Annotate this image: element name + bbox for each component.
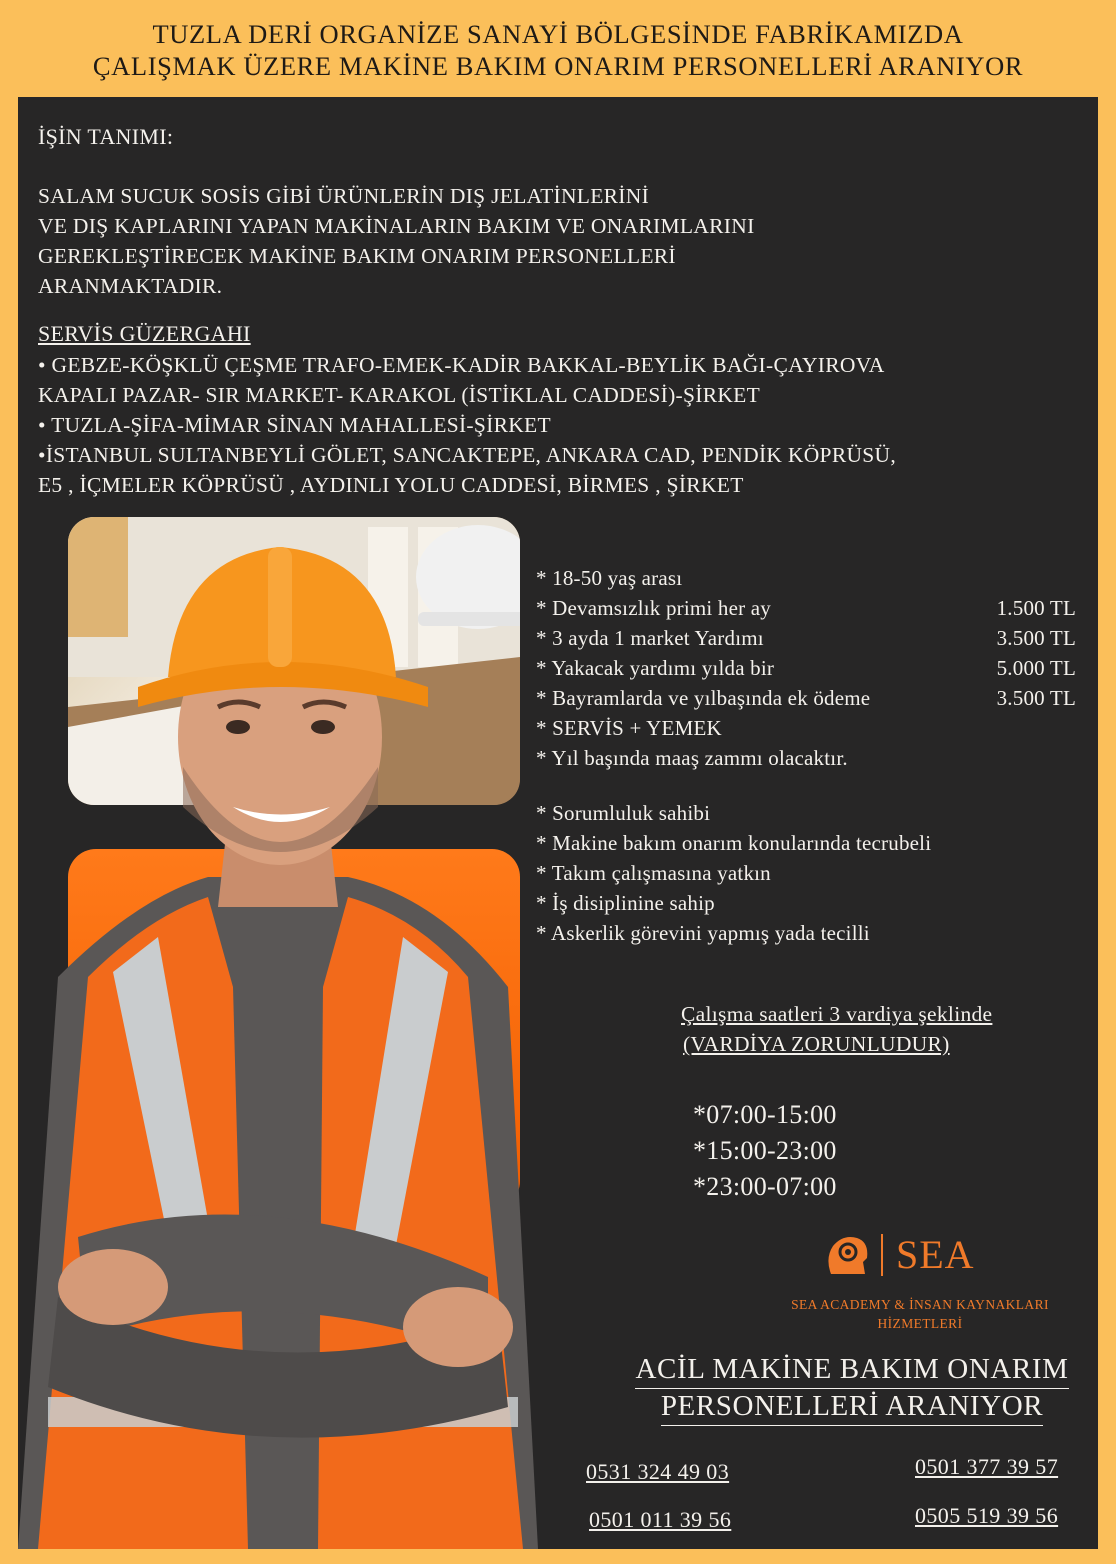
phone-number[interactable]: 0531 324 49 03 bbox=[586, 1459, 730, 1484]
brand-subtitle-line-1: SEA ACADEMY & İNSAN KAYNAKLARI bbox=[791, 1297, 1049, 1312]
benefit-text: * Yakacak yardımı yılda bir bbox=[536, 656, 775, 680]
desc-line: SALAM SUCUK SOSİS GİBİ ÜRÜNLERİN DIŞ JELATİNLERİNİ bbox=[38, 184, 650, 208]
cta-heading bbox=[622, 1352, 1082, 1426]
benefit-row bbox=[536, 713, 1076, 743]
phone-number[interactable]: 0501 377 39 57 bbox=[915, 1454, 1059, 1479]
desc-line: ARANMAKTADIR. bbox=[38, 274, 223, 298]
benefit-amount bbox=[946, 743, 1076, 773]
worker-illustration bbox=[18, 517, 538, 1549]
benefit-text: * Bayramlarda ve yılbaşında ek ödeme bbox=[536, 686, 871, 710]
header-line-2: ÇALIŞMAK ÜZERE MAKİNE BAKIM ONARIM PERSONELLERİ ARANIYOR bbox=[92, 51, 1024, 81]
route-line: E5 , İÇMELER KÖPRÜSÜ , AYDINLI YOLU CADDESİ, BİRMES , ŞİRKET bbox=[38, 473, 744, 497]
benefit-text: * Devamsızlık primi her ay bbox=[536, 596, 771, 620]
header-line-1: TUZLA DERİ ORGANİZE SANAYİ BÖLGESİNDE FABRİKAMIZDA bbox=[152, 19, 964, 49]
qualification-item: * Takım çalışmasına yatkın bbox=[536, 861, 771, 885]
brand-name: SEA bbox=[896, 1232, 975, 1277]
desc-line: GEREKLEŞTİRECEK MAKİNE BAKIM ONARIM PERSONELLERİ bbox=[38, 244, 676, 268]
job-description bbox=[38, 181, 755, 301]
cta-line-1: ACİL MAKİNE BAKIM ONARIM bbox=[635, 1352, 1068, 1389]
benefit-amount bbox=[946, 713, 1076, 743]
route-line: • TUZLA-ŞİFA-MİMAR SİNAN MAHALLESİ-ŞİRKET bbox=[38, 413, 551, 437]
route-list bbox=[38, 350, 896, 500]
benefit-row bbox=[536, 593, 1076, 623]
brand-subtitle-line-2: HİZMETLERİ bbox=[877, 1316, 963, 1331]
qualification-item: * İş disiplinine sahip bbox=[536, 891, 715, 915]
benefit-text: * 18-50 yaş arası bbox=[536, 566, 683, 590]
job-title: İŞİN TANIMI: bbox=[38, 124, 174, 149]
shift-time: *15:00-23:00 bbox=[693, 1136, 837, 1165]
benefit-amount bbox=[946, 563, 1076, 593]
benefit-row bbox=[536, 563, 1076, 593]
benefit-row bbox=[536, 623, 1076, 653]
benefit-amount: 1.500 TL bbox=[996, 596, 1076, 620]
benefit-amount: 3.500 TL bbox=[996, 626, 1076, 650]
header-banner bbox=[0, 0, 1116, 96]
route-line: •İSTANBUL SULTANBEYLİ GÖLET, SANCAKTEPE, ANKARA CAD, PENDİK KÖPRÜSÜ, bbox=[38, 443, 897, 467]
qualification-item: * Askerlik görevini yapmış yada tecilli bbox=[536, 921, 870, 945]
benefit-text: * SERVİS + YEMEK bbox=[536, 716, 722, 740]
benefit-row bbox=[536, 683, 1076, 713]
benefit-amount: 5.000 TL bbox=[996, 656, 1076, 680]
benefit-row bbox=[536, 653, 1076, 683]
phone-number[interactable]: 0501 011 39 56 bbox=[589, 1507, 732, 1532]
shift-time: *07:00-15:00 bbox=[693, 1100, 837, 1129]
benefit-row bbox=[536, 743, 1076, 773]
qualification-item: * Sorumluluk sahibi bbox=[536, 801, 711, 825]
route-line: KAPALI PAZAR- SIR MARKET- KARAKOL (İSTİKLAL CADDESİ)-ŞİRKET bbox=[38, 383, 761, 407]
route-title: SERVİS GÜZERGAHI bbox=[38, 321, 251, 346]
shift-time: *23:00-07:00 bbox=[693, 1172, 837, 1201]
benefit-text: * 3 ayda 1 market Yardımı bbox=[536, 626, 764, 650]
route-line: • GEBZE-KÖŞKLÜ ÇEŞME TRAFO-EMEK-KADİR BAKKAL-BEYLİK BAĞI-ÇAYIROVA bbox=[38, 353, 885, 377]
shift-title-line-1: Çalışma saatleri 3 vardiya şeklinde bbox=[681, 1002, 993, 1026]
cta-line-2: PERSONELLERİ ARANIYOR bbox=[661, 1389, 1043, 1426]
desc-line: VE DIŞ KAPLARINI YAPAN MAKİNALARIN BAKIM VE ONARIMLARINI bbox=[38, 214, 755, 238]
brand-subtitle bbox=[740, 1295, 1098, 1333]
shift-title-line-2: (VARDİYA ZORUNLUDUR) bbox=[683, 1032, 950, 1056]
phone-number[interactable]: 0505 519 39 56 bbox=[915, 1503, 1059, 1528]
shift-title bbox=[681, 999, 992, 1059]
benefit-text: * Yıl başında maaş zammı olacaktır. bbox=[536, 746, 848, 770]
qualifications-list bbox=[536, 798, 931, 948]
content-panel bbox=[18, 97, 1098, 1549]
qualification-item: * Makine bakım onarım konularında tecrubeli bbox=[536, 831, 932, 855]
benefit-amount: 3.500 TL bbox=[996, 686, 1076, 710]
benefits-list bbox=[536, 563, 1076, 773]
shift-times bbox=[693, 1097, 837, 1205]
